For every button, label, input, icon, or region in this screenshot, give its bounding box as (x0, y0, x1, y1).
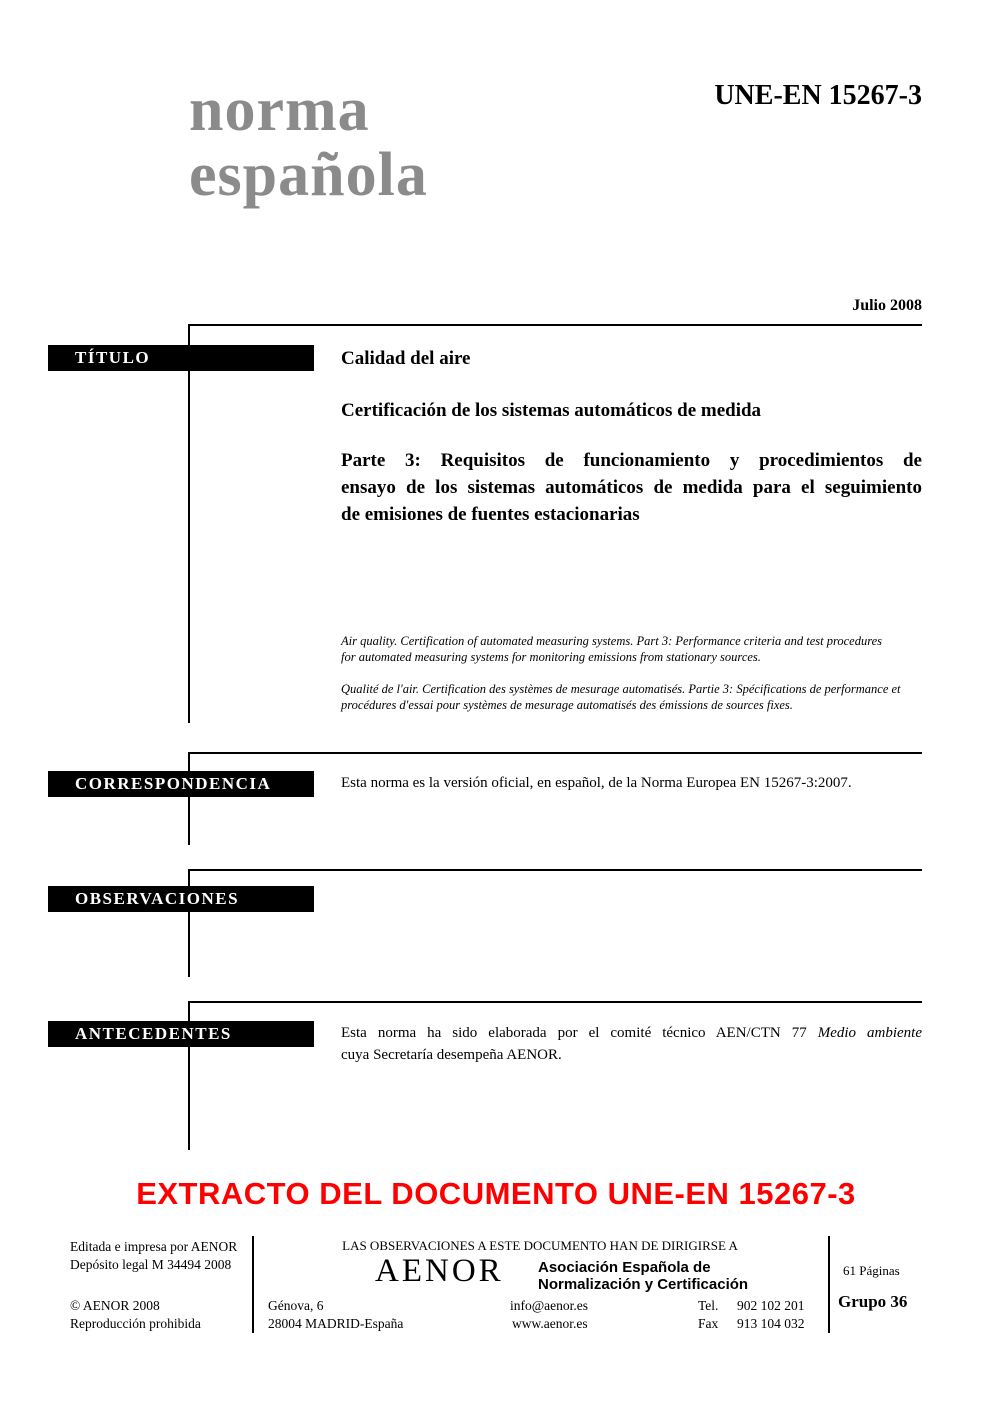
antecedentes-text (341, 1022, 922, 1066)
vline-titulo (188, 324, 190, 723)
footer-observations-notice: LAS OBSERVACIONES A ESTE DOCUMENTO HAN DE DIRIGIRSE A (342, 1238, 738, 1253)
aenor-subtitle-line-1: Asociación Española de (538, 1259, 711, 1276)
footer-address-street: Génova, 6 (268, 1298, 324, 1313)
footer-email: info@aenor.es (510, 1298, 589, 1313)
antecedentes-label: ANTECEDENTES (75, 1024, 232, 1043)
titulo-label-box (48, 345, 314, 371)
footer-fax-label: Fax (698, 1316, 719, 1331)
footer-reproduction-notice: Reproducción prohibida (70, 1316, 201, 1331)
title-part3 (341, 447, 922, 528)
correspondencia-text: Esta norma es la versión oficial, en español, de la Norma Europea EN 15267-3:2007. (341, 775, 852, 791)
aenor-subtitle-line-2: Normalización y Certificación (538, 1276, 749, 1293)
rule-antecedentes (188, 1001, 922, 1003)
observaciones-label-box (48, 886, 314, 912)
standard-code: UNE-EN 15267-3 (714, 80, 922, 111)
title-french (341, 681, 922, 713)
antecedentes-label-box (48, 1021, 314, 1047)
brand-line-1: norma (189, 76, 370, 144)
footer-fax-value: 913 104 032 (737, 1316, 805, 1331)
titulo-label: TÍTULO (75, 348, 151, 367)
antecedentes-line-1-italic: Medio ambiente (817, 1025, 923, 1041)
footer-copyright: © AENOR 2008 (70, 1298, 160, 1313)
antecedentes-line-2: cuya Secretaría desempeña AENOR. (341, 1047, 562, 1063)
footer-edited-line-1: Editada e impresa por AENOR (70, 1239, 238, 1254)
antecedentes-line-1 (341, 1022, 922, 1044)
rule-observaciones (188, 869, 922, 871)
aenor-logo: AENOR (375, 1253, 504, 1289)
footer-tel-value: 902 102 201 (737, 1298, 805, 1313)
brand-line-2: española (189, 141, 428, 209)
norma-espanola-logo (189, 78, 428, 208)
extract-banner: EXTRACTO DEL DOCUMENTO UNE-EN 15267-3 (136, 1176, 856, 1211)
rule-correspondencia (188, 752, 922, 754)
rule-titulo (188, 324, 922, 326)
correspondencia-label: CORRESPONDENCIA (75, 774, 272, 793)
title-part3-line-1: Parte 3: Requisitos de funcionamiento y procedimientos de (341, 450, 922, 471)
footer-address-city: 28004 MADRID-España (268, 1316, 404, 1331)
footer-divider-right (828, 1236, 830, 1333)
title-english-line-1: Air quality. Certification of automated measuring systems. Part 3: Performance criteria and test procedures (341, 634, 883, 648)
observaciones-label: OBSERVACIONES (75, 889, 240, 908)
aenor-subtitle (538, 1259, 748, 1293)
footer-group-number: Grupo 36 (838, 1292, 908, 1311)
title-english-line-2: for automated measuring systems for monitoring emissions from stationary sources. (341, 650, 761, 664)
footer-deposito-legal: Depósito legal M 34494 2008 (70, 1257, 232, 1272)
footer-page-count: 61 Páginas (843, 1263, 900, 1278)
footer-tel-label: Tel. (698, 1298, 719, 1313)
title-french-line-2: procédures d'essai pour systèmes de mesurage automatisés des émissions de sources fixes. (341, 698, 793, 712)
antecedentes-line-1-prefix: Esta norma ha sido elaborada por el comité técnico AEN/CTN 77 (341, 1025, 807, 1041)
title-part3-line-3: de emisiones de fuentes estacionarias (341, 504, 640, 525)
footer-website: www.aenor.es (512, 1316, 588, 1331)
title-french-line-1: Qualité de l'air. Certification des systèmes de mesurage automatisés. Partie 3: Spécifications de performance et (341, 682, 901, 696)
publication-date: Julio 2008 (852, 297, 922, 314)
title-part3-line-2: ensayo de los sistemas automáticos de medida para el seguimiento (341, 477, 922, 498)
correspondencia-label-box (48, 771, 314, 797)
title-line-2: Certificación de los sistemas automáticos de medida (341, 400, 762, 421)
title-line-1: Calidad del aire (341, 348, 471, 369)
vline-correspondencia (188, 752, 190, 845)
title-english (341, 633, 922, 665)
